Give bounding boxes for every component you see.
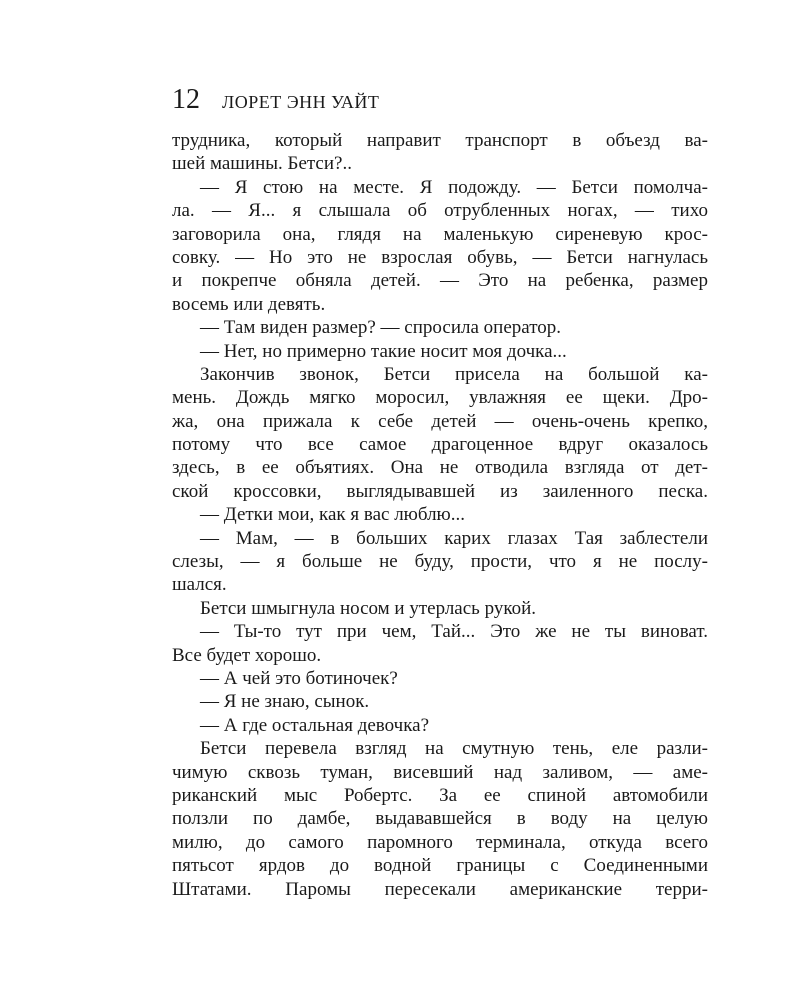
text-line: — Я стою на месте. Я подожду. — Бетси помолча- xyxy=(200,176,708,198)
text-line: ползли по дамбе, выдававшейся в воду на целую xyxy=(172,808,708,830)
text-line: потому что все самое драгоценное вдруг оказалось xyxy=(172,434,708,456)
text-line: — А чей это ботиночек? xyxy=(200,667,398,689)
text-line: Все будет хорошо. xyxy=(172,644,322,666)
text-line: Бетси шмыгнула носом и утерлась рукой. xyxy=(200,597,537,619)
text-line: — Нет, но примерно такие носит моя дочка... xyxy=(200,340,567,362)
text-line: — Мам, — в больших карих глазах Тая заблестели xyxy=(200,527,708,549)
text-line: и покрепче обняла детей. — Это на ребенка, размер xyxy=(172,270,708,292)
text-line: риканский мыс Робертс. За ее спиной автомобили xyxy=(172,784,708,806)
text-line: Бетси перевела взгляд на смутную тень, еле разли- xyxy=(200,738,708,760)
text-line: ской кроссовки, выглядывавшей из заиленного песка. xyxy=(172,480,708,502)
text-line: — А где остальная девочка? xyxy=(200,714,430,736)
running-head-author: ЛОРЕТ ЭНН УАЙТ xyxy=(222,92,380,112)
text-line: слезы, — я больше не буду, прости, что я не послу- xyxy=(172,551,708,573)
text-line: шей машины. Бетси?.. xyxy=(172,153,352,175)
text-line: жа, она прижала к себе детей — очень-очень крепко, xyxy=(172,410,708,432)
body-text xyxy=(172,129,708,901)
text-line: ла. — Я... я слышала об отрубленных ногах, — тихо xyxy=(172,200,708,222)
text-line: чимую сквозь туман, висевший над заливом, — аме- xyxy=(172,761,708,783)
text-line: здесь, в ее объятиях. Она не отводила взгляда от дет- xyxy=(172,457,708,479)
text-line: милю, до самого паромного терминала, откуда всего xyxy=(172,831,708,853)
text-line: мень. Дождь мягко моросил, увлажняя ее щеки. Дро- xyxy=(172,387,708,409)
text-line: совку. — Но это не взрослая обувь, — Бетси нагнулась xyxy=(172,246,708,268)
text-line: — Там виден размер? — спросила оператор. xyxy=(200,317,561,339)
text-line: — Ты-то тут при чем, Тай... Это же не ты виноват. xyxy=(200,621,708,643)
text-line: Закончив звонок, Бетси присела на большой ка- xyxy=(200,363,708,385)
text-line: шался. xyxy=(172,574,227,596)
text-line: трудника, который направит транспорт в объезд ва- xyxy=(172,130,708,151)
text-line: — Детки мои, как я вас люблю... xyxy=(200,504,465,526)
text-line: восемь или девять. xyxy=(172,293,326,315)
page-number: 12 xyxy=(172,84,200,115)
text-line: Штатами. Паромы пересекали американские терри- xyxy=(172,878,708,900)
page-header xyxy=(172,84,379,118)
text-line: — Я не знаю, сынок. xyxy=(200,691,370,713)
text-line: заговорила она, глядя на маленькую сиреневую крос- xyxy=(172,223,708,245)
text-line: пятьсот ярдов до водной границы с Соединенными xyxy=(172,855,708,877)
